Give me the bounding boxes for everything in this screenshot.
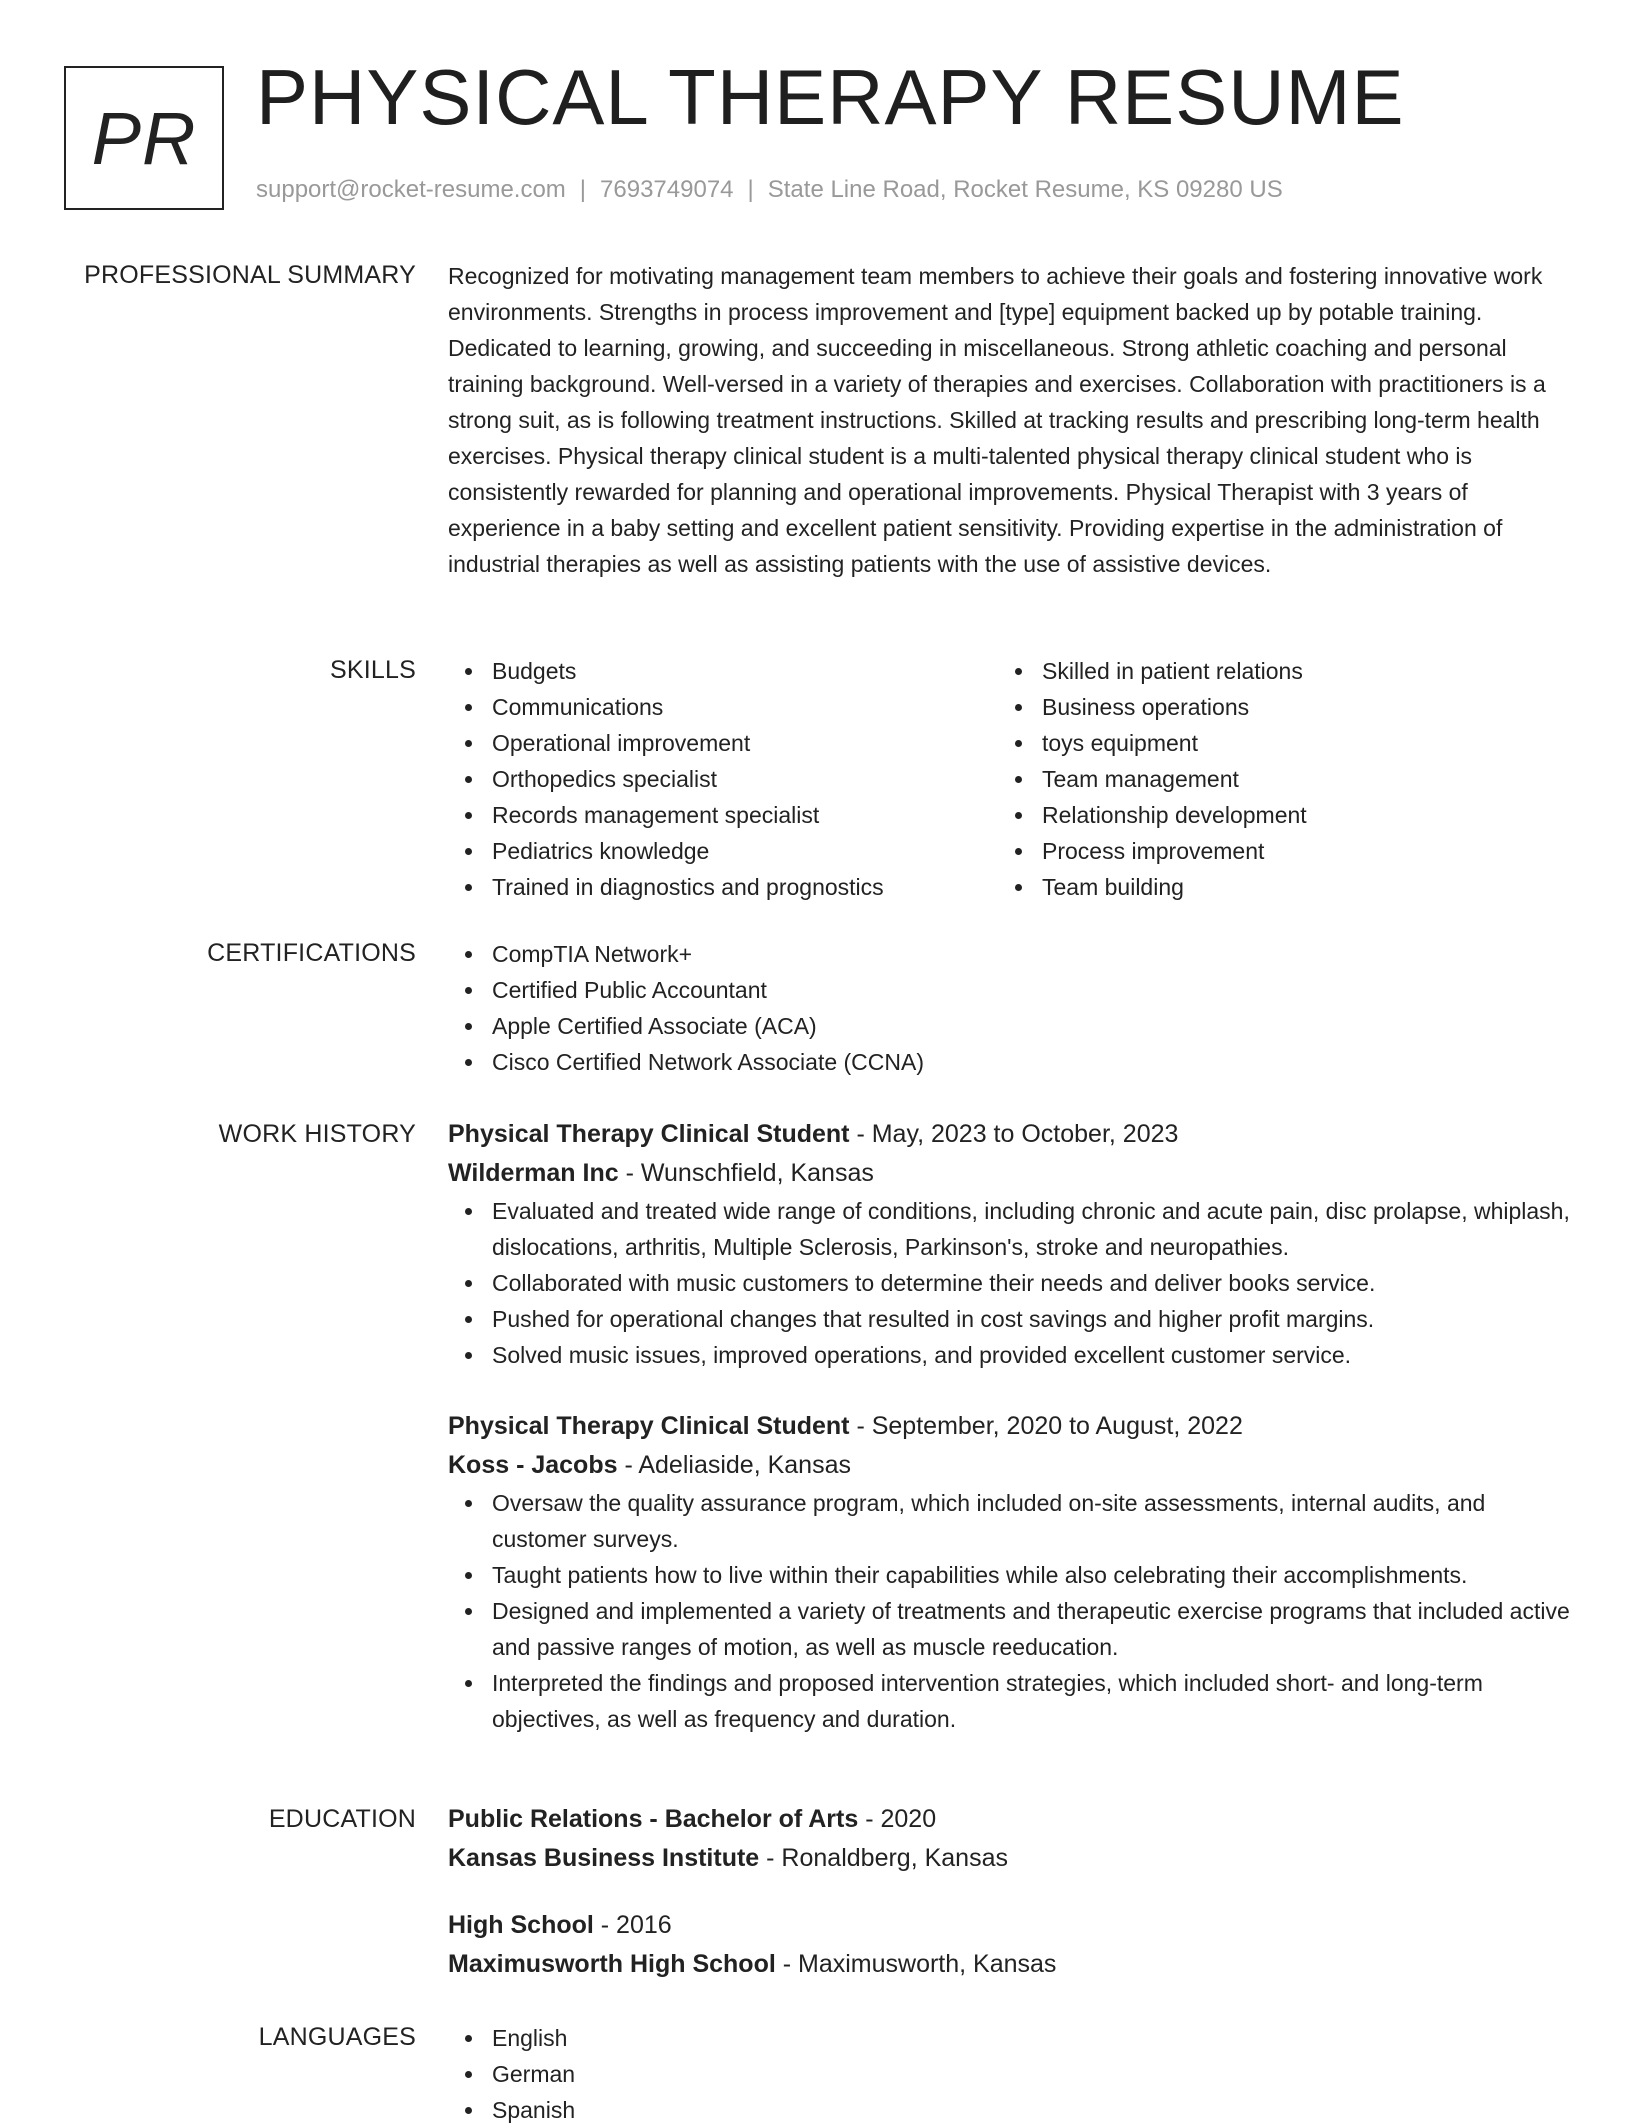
language-item: English xyxy=(448,2020,1570,2056)
contact-address: State Line Road, Rocket Resume, KS 09280 US xyxy=(767,176,1283,203)
summary-body xyxy=(448,258,1570,582)
section-heading: PROFESSIONAL SUMMARY xyxy=(84,261,416,289)
job-title-line xyxy=(448,1115,1570,1154)
job-company: Wilderman Inc xyxy=(448,1159,619,1187)
skill-item: Process improvement xyxy=(998,833,1548,869)
skill-item: Team building xyxy=(998,869,1548,905)
job-bullet: Oversaw the quality assurance program, which included on-site assessments, internal audits, and customer surveys. xyxy=(448,1485,1570,1557)
skill-item: Skilled in patient relations xyxy=(998,653,1548,689)
education-year: - 2020 xyxy=(858,1805,937,1833)
page-title: PHYSICAL THERAPY RESUME xyxy=(256,53,1405,141)
job-company-line xyxy=(448,1154,1570,1193)
skill-item: Relationship development xyxy=(998,797,1548,833)
job-dates: - May, 2023 to October, 2023 xyxy=(849,1120,1179,1148)
job-location: - Adeliaside, Kansas xyxy=(617,1451,851,1479)
job-bullet: Evaluated and treated wide range of conditions, including chronic and acute pain, disc prolapse, whiplash, dislocations, arthritis, Multiple Sclerosis, Parkinson's, stroke and neuropathies. xyxy=(448,1193,1570,1265)
education-school-line xyxy=(448,1945,1570,1984)
contact-email[interactable]: support@rocket-resume.com xyxy=(256,176,566,203)
job-bullets xyxy=(448,1485,1570,1737)
section-heading: LANGUAGES xyxy=(258,2023,416,2051)
skill-item: Pediatrics knowledge xyxy=(448,833,998,869)
job-entry xyxy=(448,1407,1570,1737)
job-bullet: Interpreted the findings and proposed intervention strategies, which included short- and long-term objectives, as well as frequency and duration. xyxy=(448,1665,1570,1737)
job-bullet: Pushed for operational changes that resulted in cost savings and higher profit margins. xyxy=(448,1301,1570,1337)
education-entry xyxy=(448,1800,1570,1878)
contact-line xyxy=(256,176,1283,204)
education-body xyxy=(448,1800,1570,1984)
skill-item: Business operations xyxy=(998,689,1548,725)
monogram-logo: PR xyxy=(64,66,224,210)
contact-separator: | xyxy=(579,176,587,203)
job-bullet: Collaborated with music customers to determine their needs and deliver books service. xyxy=(448,1265,1570,1301)
education-degree-line xyxy=(448,1906,1570,1945)
skill-item: Team management xyxy=(998,761,1548,797)
certification-item: Cisco Certified Network Associate (CCNA) xyxy=(448,1044,1570,1080)
skill-item: Trained in diagnostics and prognostics xyxy=(448,869,998,905)
section-heading: EDUCATION xyxy=(268,1805,416,1833)
education-year: - 2016 xyxy=(593,1911,672,1939)
job-title: Physical Therapy Clinical Student xyxy=(448,1412,850,1440)
skill-item: Operational improvement xyxy=(448,725,998,761)
summary-text: Recognized for motivating management team members to achieve their goals and fostering innovative work environments. Strengths in process improvement and [type] equipment backed up by potable training. Dedicated to learning, growing, and succeeding in miscellaneous. Strong athletic coaching and personal training background. Well-versed in a variety of therapies and exercises. Collaboration with practitioners is a strong suit, as is following treatment instructions. Skilled at tracking results and prescribing long-term health exercises. Physical therapy clinical student is a multi-talented physical therapy clinical student who is consistently rewarded for planning and operational improvements. Physical Therapist with 3 years of experience in a baby setting and excellent patient sensitivity. Providing expertise in the administration of industrial therapies as well as assisting patients with the use of assistive devices. xyxy=(448,263,1546,577)
job-bullets xyxy=(448,1193,1570,1373)
job-location: - Wunschfield, Kansas xyxy=(618,1159,874,1187)
education-location: - Maximusworth, Kansas xyxy=(775,1950,1057,1978)
job-entry xyxy=(448,1115,1570,1373)
contact-phone[interactable]: 7693749074 xyxy=(600,176,734,203)
contact-separator: | xyxy=(747,176,754,203)
skill-item: toys equipment xyxy=(998,725,1548,761)
education-location: - Ronaldberg, Kansas xyxy=(759,1844,1008,1872)
job-company: Koss - Jacobs xyxy=(448,1451,618,1479)
skill-item: Records management specialist xyxy=(448,797,998,833)
skill-item: Budgets xyxy=(448,653,998,689)
work-history-body xyxy=(448,1115,1570,1737)
language-item: Spanish xyxy=(448,2092,1570,2128)
job-dates: - September, 2020 to August, 2022 xyxy=(849,1412,1243,1440)
section-heading: CERTIFICATIONS xyxy=(207,939,416,967)
education-school-line xyxy=(448,1839,1570,1878)
skills-columns xyxy=(448,653,1570,905)
skills-column-left xyxy=(448,653,998,905)
section-heading: SKILLS xyxy=(330,656,416,684)
job-bullet: Solved music issues, improved operations, and provided excellent customer service. xyxy=(448,1337,1570,1373)
job-bullet: Taught patients how to live within their capabilities while also celebrating their accomplishments. xyxy=(448,1557,1570,1593)
education-entry xyxy=(448,1906,1570,1984)
education-degree: High School xyxy=(448,1911,594,1939)
skill-item: Orthopedics specialist xyxy=(448,761,998,797)
certification-item: Certified Public Accountant xyxy=(448,972,1570,1008)
language-item: German xyxy=(448,2056,1570,2092)
certification-item: Apple Certified Associate (ACA) xyxy=(448,1008,1570,1044)
education-school: Maximusworth High School xyxy=(448,1950,776,1978)
education-degree: Public Relations - Bachelor of Arts xyxy=(448,1805,859,1833)
skills-column-right xyxy=(998,653,1548,905)
job-bullet: Designed and implemented a variety of treatments and therapeutic exercise programs that included active and passive ranges of motion, as well as muscle reeducation. xyxy=(448,1593,1570,1665)
education-school: Kansas Business Institute xyxy=(448,1844,760,1872)
certification-item: CompTIA Network+ xyxy=(448,936,1570,972)
job-title: Physical Therapy Clinical Student xyxy=(448,1120,850,1148)
education-degree-line xyxy=(448,1800,1570,1839)
skill-item: Communications xyxy=(448,689,998,725)
job-company-line xyxy=(448,1446,1570,1485)
section-heading: WORK HISTORY xyxy=(218,1120,416,1148)
job-title-line xyxy=(448,1407,1570,1446)
certifications-body xyxy=(448,936,1570,1080)
